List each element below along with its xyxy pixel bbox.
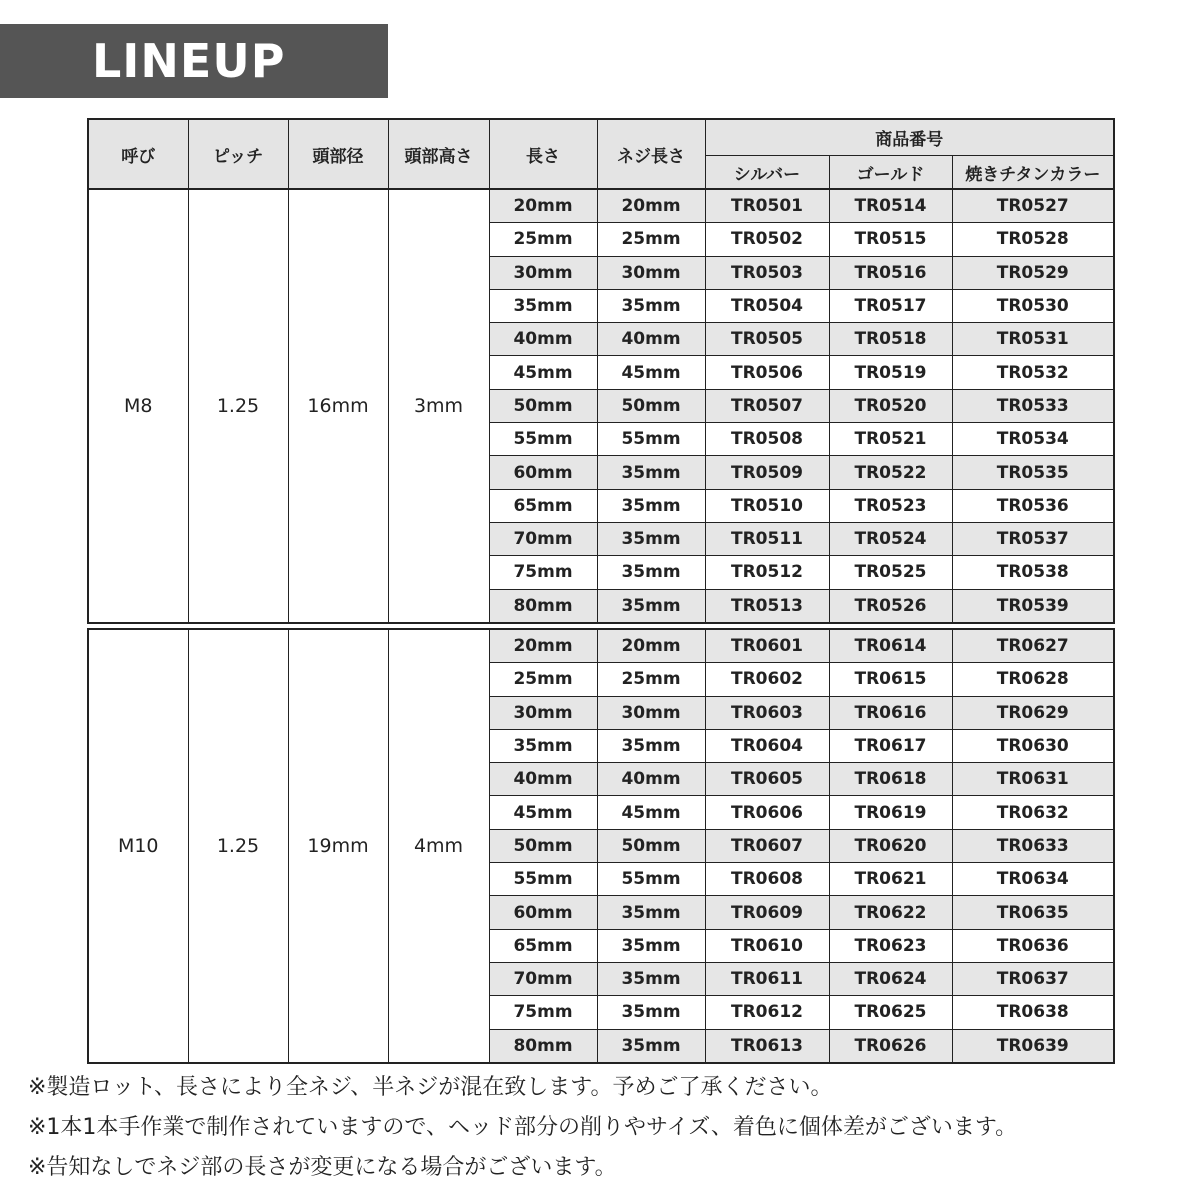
burnt-code-cell: TR0535: [952, 456, 1114, 489]
thread-length-cell: 45mm: [597, 796, 705, 829]
gold-code-cell: TR0523: [829, 489, 952, 522]
gold-code-cell: TR0617: [829, 729, 952, 762]
gold-code-cell: TR0614: [829, 629, 952, 663]
silver-code-cell: TR0511: [705, 522, 829, 555]
thread-length-cell: 35mm: [597, 1029, 705, 1063]
burnt-code-cell: TR0537: [952, 522, 1114, 555]
burnt-code-cell: TR0638: [952, 996, 1114, 1029]
burnt-code-cell: TR0532: [952, 356, 1114, 389]
silver-code-cell: TR0611: [705, 962, 829, 995]
gold-code-cell: TR0625: [829, 996, 952, 1029]
silver-code-cell: TR0509: [705, 456, 829, 489]
silver-code-cell: TR0601: [705, 629, 829, 663]
length-cell: 40mm: [489, 323, 597, 356]
header-yobi: 呼び: [88, 119, 188, 189]
silver-code-cell: TR0607: [705, 829, 829, 862]
length-cell: 75mm: [489, 556, 597, 589]
burnt-code-cell: TR0528: [952, 223, 1114, 256]
thread-length-cell: 20mm: [597, 189, 705, 223]
length-cell: 70mm: [489, 522, 597, 555]
silver-code-cell: TR0608: [705, 863, 829, 896]
lineup-banner: LINEUP: [0, 24, 388, 98]
thread-length-cell: 30mm: [597, 256, 705, 289]
header-head-diameter: 頭部径: [288, 119, 388, 189]
length-cell: 25mm: [489, 223, 597, 256]
gold-code-cell: TR0618: [829, 763, 952, 796]
thread-length-cell: 35mm: [597, 896, 705, 929]
spec-head-height: 4mm: [388, 629, 489, 1063]
spec-pitch: 1.25: [188, 629, 288, 1063]
silver-code-cell: TR0612: [705, 996, 829, 1029]
gold-code-cell: TR0517: [829, 289, 952, 322]
spec-head-dia: 16mm: [288, 189, 388, 623]
silver-code-cell: TR0603: [705, 696, 829, 729]
length-cell: 80mm: [489, 589, 597, 623]
gold-code-cell: TR0525: [829, 556, 952, 589]
burnt-code-cell: TR0529: [952, 256, 1114, 289]
spec-yobi: M10: [88, 629, 188, 1063]
burnt-code-cell: TR0629: [952, 696, 1114, 729]
header-head-height: 頭部高さ: [388, 119, 489, 189]
table-row: [88, 629, 1114, 663]
gold-code-cell: TR0626: [829, 1029, 952, 1063]
length-cell: 65mm: [489, 489, 597, 522]
length-cell: 70mm: [489, 962, 597, 995]
burnt-code-cell: TR0636: [952, 929, 1114, 962]
burnt-code-cell: TR0531: [952, 323, 1114, 356]
thread-length-cell: 35mm: [597, 522, 705, 555]
thread-length-cell: 40mm: [597, 763, 705, 796]
note-line: ※製造ロット、長さにより全ネジ、半ネジが混在致します。予めご了承ください。: [28, 1075, 833, 1100]
notes: [28, 1068, 1017, 1188]
thread-length-cell: 35mm: [597, 929, 705, 962]
length-cell: 35mm: [489, 289, 597, 322]
burnt-code-cell: TR0538: [952, 556, 1114, 589]
gold-code-cell: TR0621: [829, 863, 952, 896]
burnt-code-cell: TR0637: [952, 962, 1114, 995]
header-thread-length: ネジ長さ: [597, 119, 705, 189]
length-cell: 40mm: [489, 763, 597, 796]
header-product-number: 商品番号: [705, 119, 1114, 156]
length-cell: 50mm: [489, 389, 597, 422]
spec-pitch: 1.25: [188, 189, 288, 623]
note-line: ※告知なしでネジ部の長さが変更になる場合がございます。: [28, 1155, 617, 1180]
thread-length-cell: 55mm: [597, 423, 705, 456]
length-cell: 20mm: [489, 189, 597, 223]
header-burnt-titanium: 焼きチタンカラー: [952, 156, 1114, 190]
silver-code-cell: TR0508: [705, 423, 829, 456]
spec-head-height: 3mm: [388, 189, 489, 623]
thread-length-cell: 20mm: [597, 629, 705, 663]
thread-length-cell: 55mm: [597, 863, 705, 896]
gold-code-cell: TR0522: [829, 456, 952, 489]
gold-code-cell: TR0619: [829, 796, 952, 829]
thread-length-cell: 25mm: [597, 223, 705, 256]
gold-code-cell: TR0526: [829, 589, 952, 623]
length-cell: 55mm: [489, 863, 597, 896]
silver-code-cell: TR0502: [705, 223, 829, 256]
length-cell: 20mm: [489, 629, 597, 663]
silver-code-cell: TR0513: [705, 589, 829, 623]
gold-code-cell: TR0518: [829, 323, 952, 356]
silver-code-cell: TR0610: [705, 929, 829, 962]
thread-length-cell: 50mm: [597, 389, 705, 422]
silver-code-cell: TR0503: [705, 256, 829, 289]
burnt-code-cell: TR0536: [952, 489, 1114, 522]
gold-code-cell: TR0515: [829, 223, 952, 256]
length-cell: 75mm: [489, 996, 597, 1029]
burnt-code-cell: TR0630: [952, 729, 1114, 762]
gold-code-cell: TR0520: [829, 389, 952, 422]
length-cell: 45mm: [489, 796, 597, 829]
table-group-m8: [87, 188, 1115, 624]
burnt-code-cell: TR0530: [952, 289, 1114, 322]
silver-code-cell: TR0510: [705, 489, 829, 522]
gold-code-cell: TR0622: [829, 896, 952, 929]
gold-code-cell: TR0616: [829, 696, 952, 729]
length-cell: 50mm: [489, 829, 597, 862]
header-pitch: ピッチ: [188, 119, 288, 189]
silver-code-cell: TR0512: [705, 556, 829, 589]
thread-length-cell: 35mm: [597, 289, 705, 322]
thread-length-cell: 35mm: [597, 456, 705, 489]
note-line: ※1本1本手作業で制作されていますので、ヘッド部分の削りやサイズ、着色に個体差がございます。: [28, 1115, 1018, 1140]
gold-code-cell: TR0623: [829, 929, 952, 962]
thread-length-cell: 35mm: [597, 962, 705, 995]
spec-head-dia: 19mm: [288, 629, 388, 1063]
thread-length-cell: 25mm: [597, 663, 705, 696]
burnt-code-cell: TR0632: [952, 796, 1114, 829]
thread-length-cell: 50mm: [597, 829, 705, 862]
silver-code-cell: TR0507: [705, 389, 829, 422]
silver-code-cell: TR0501: [705, 189, 829, 223]
silver-code-cell: TR0605: [705, 763, 829, 796]
length-cell: 30mm: [489, 696, 597, 729]
silver-code-cell: TR0602: [705, 663, 829, 696]
gold-code-cell: TR0615: [829, 663, 952, 696]
length-cell: 45mm: [489, 356, 597, 389]
header-gold: ゴールド: [829, 156, 952, 190]
length-cell: 60mm: [489, 896, 597, 929]
burnt-code-cell: TR0533: [952, 389, 1114, 422]
length-cell: 30mm: [489, 256, 597, 289]
burnt-code-cell: TR0631: [952, 763, 1114, 796]
gold-code-cell: TR0620: [829, 829, 952, 862]
silver-code-cell: TR0505: [705, 323, 829, 356]
silver-code-cell: TR0613: [705, 1029, 829, 1063]
spec-yobi: M8: [88, 189, 188, 623]
burnt-code-cell: TR0633: [952, 829, 1114, 862]
header-length: 長さ: [489, 119, 597, 189]
length-cell: 35mm: [489, 729, 597, 762]
thread-length-cell: 40mm: [597, 323, 705, 356]
table-group-m10: [87, 628, 1115, 1064]
silver-code-cell: TR0606: [705, 796, 829, 829]
thread-length-cell: 35mm: [597, 589, 705, 623]
length-cell: 25mm: [489, 663, 597, 696]
thread-length-cell: 35mm: [597, 489, 705, 522]
thread-length-cell: 30mm: [597, 696, 705, 729]
gold-code-cell: TR0514: [829, 189, 952, 223]
silver-code-cell: TR0504: [705, 289, 829, 322]
length-cell: 60mm: [489, 456, 597, 489]
burnt-code-cell: TR0534: [952, 423, 1114, 456]
thread-length-cell: 45mm: [597, 356, 705, 389]
burnt-code-cell: TR0627: [952, 629, 1114, 663]
length-cell: 65mm: [489, 929, 597, 962]
burnt-code-cell: TR0635: [952, 896, 1114, 929]
silver-code-cell: TR0604: [705, 729, 829, 762]
burnt-code-cell: TR0539: [952, 589, 1114, 623]
thread-length-cell: 35mm: [597, 556, 705, 589]
gold-code-cell: TR0624: [829, 962, 952, 995]
burnt-code-cell: TR0634: [952, 863, 1114, 896]
table-header: [87, 118, 1115, 190]
gold-code-cell: TR0516: [829, 256, 952, 289]
length-cell: 55mm: [489, 423, 597, 456]
silver-code-cell: TR0609: [705, 896, 829, 929]
thread-length-cell: 35mm: [597, 996, 705, 1029]
table-row: [88, 189, 1114, 223]
header-silver: シルバー: [705, 156, 829, 190]
thread-length-cell: 35mm: [597, 729, 705, 762]
gold-code-cell: TR0521: [829, 423, 952, 456]
burnt-code-cell: TR0628: [952, 663, 1114, 696]
silver-code-cell: TR0506: [705, 356, 829, 389]
gold-code-cell: TR0524: [829, 522, 952, 555]
burnt-code-cell: TR0527: [952, 189, 1114, 223]
burnt-code-cell: TR0639: [952, 1029, 1114, 1063]
gold-code-cell: TR0519: [829, 356, 952, 389]
length-cell: 80mm: [489, 1029, 597, 1063]
